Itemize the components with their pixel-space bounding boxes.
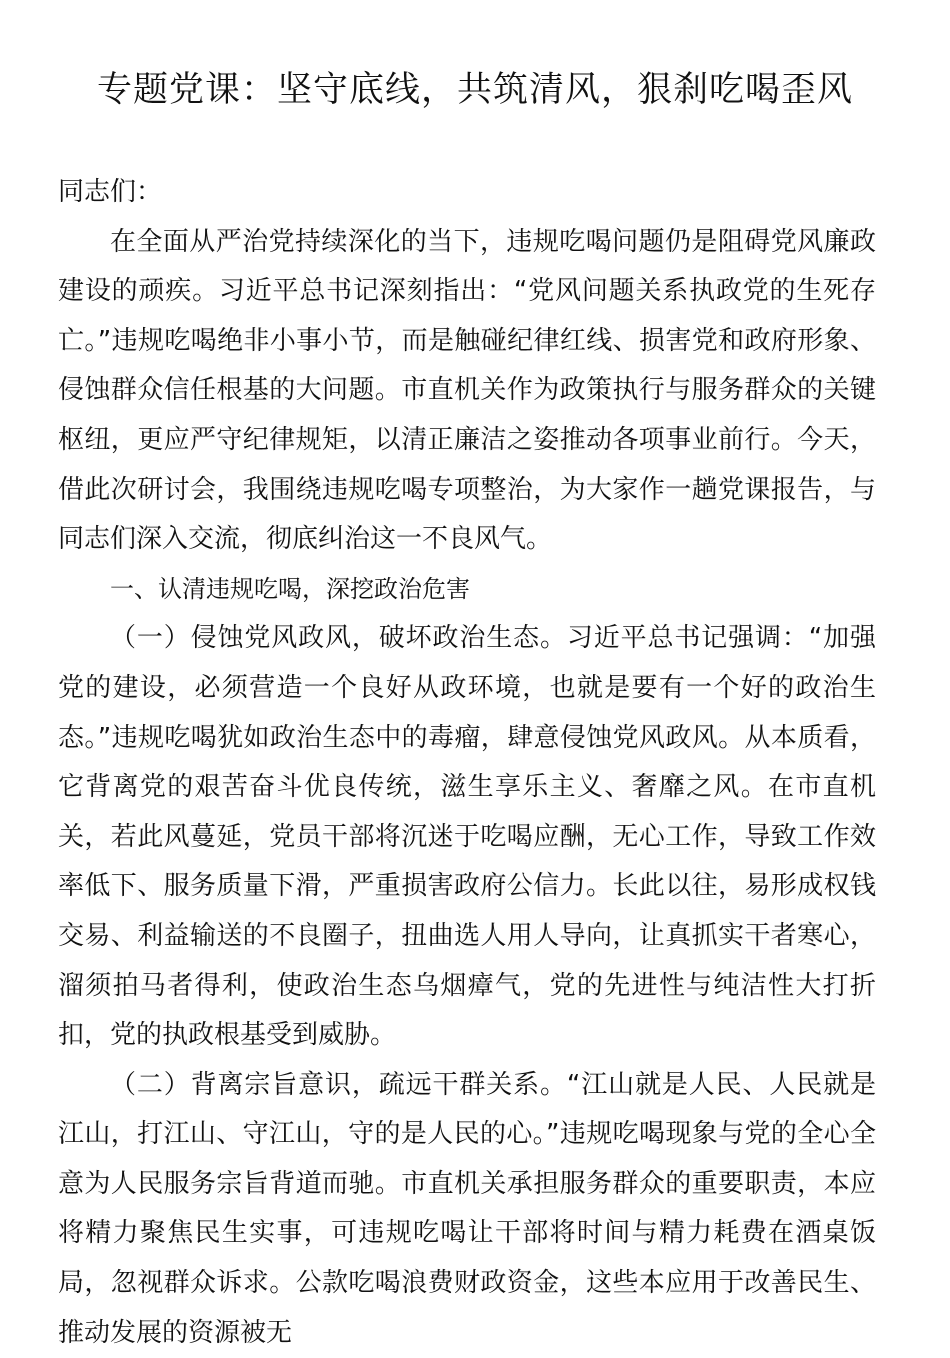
salutation: 同志们： <box>58 177 163 207</box>
intro-paragraph: 在全面从严治党持续深化的当下，违规吃喝问题仍是阻碍党风廉政建设的顽疾。习近平总书记深刻指出：“党风问题关系执政党的生死存亡。”违规吃喝绝非小事小节，而是触碰纪律红线、损害党和政府形象、侵蚀群众信任根基的大问题。市直机关作为政策执行与服务群众的关键枢纽，更应严守纪律规矩，以清正廉洁之姿推动各项事业前行。今天，借此次研讨会，我围绕违规吃喝专项整治，为大家作一趟党课报告，与同志们深入交流，彻底纠治这一不良风气。 <box>58 226 876 555</box>
subsection-paragraph-1: （一）侵蚀党风政风，破坏政治生态。习近平总书记强调：“加强党的建设，必须营造一个良好从政环境，也就是要有一个好的政治生态。”违规吃喝犹如政治生态中的毒瘤，肆意侵蚀党风政风。从本质看，它背离党的艰苦奋斗优良传统，滋生享乐主义、奢靡之风。在市直机关，若此风蔓延，党员干部将沉迷于吃喝应酬，无心工作，导致工作效率低下、服务质量下滑，严重损害政府公信力。长此以往，易形成权钱交易、利益输送的不良圈子，扭曲选人用人导向，让真抓实干者寒心，溜须拍马者得利，使政治生态乌烟瘴气，党的先进性与纯洁性大打折扣，党的执政根基受到威胁。 <box>58 623 876 1051</box>
subsection-paragraph-2: （二）背离宗旨意识，疏远干群关系。“江山就是人民、人民就是江山，打江山、守江山，守的是人民的心。”违规吃喝现象与党的全心全意为人民服务宗旨背道而驰。市直机关承担服务群众的重要职责，本应将精力聚焦民生实事，可违规吃喝让干部将时间与精力耗费在酒桌饭局，忽视群众诉求。公款吃喝浪费财政资金，这些本应用于改善民生、推动发展的资源被无 <box>58 1069 876 1348</box>
document-title: 专题党课：坚守底线，共筑清风，狠刹吃喝歪风 <box>96 70 853 110</box>
section-heading-1: 一、认清违规吃喝，深挖政治危害 <box>110 574 470 603</box>
document-body <box>58 168 876 1358</box>
